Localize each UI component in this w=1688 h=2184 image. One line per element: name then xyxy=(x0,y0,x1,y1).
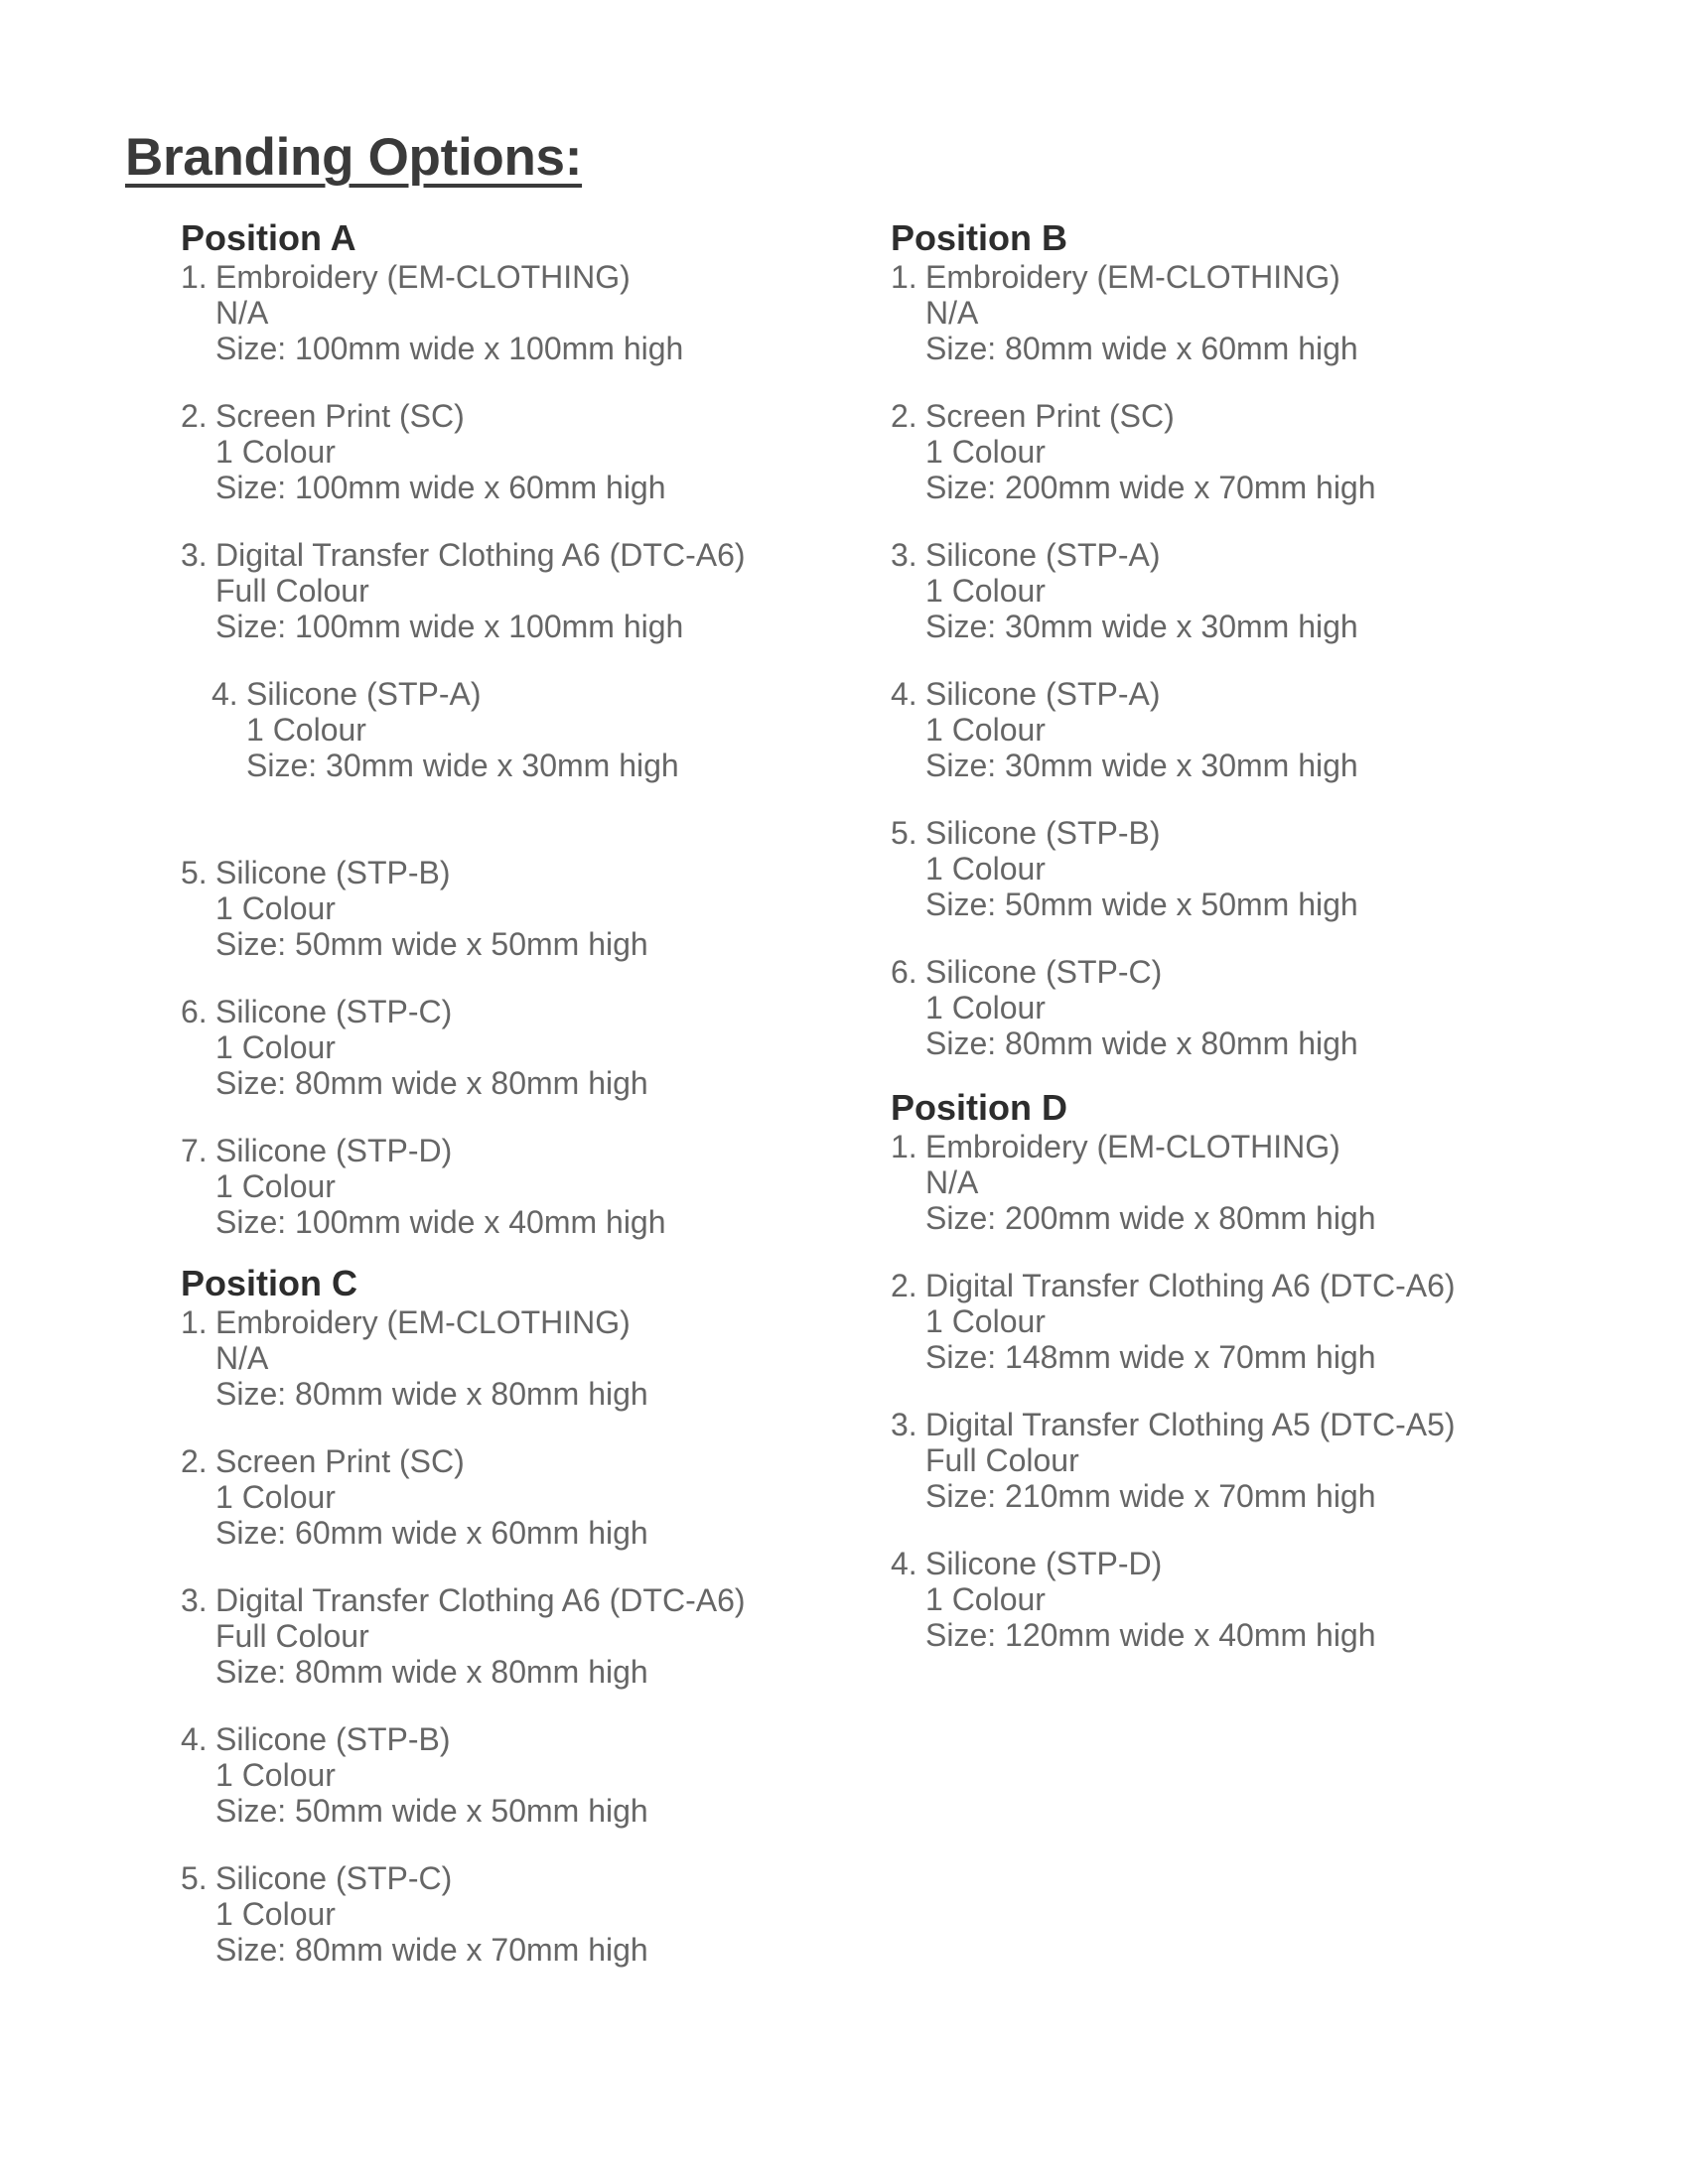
item-colour: 1 Colour xyxy=(925,434,1046,470)
item-number: 5. xyxy=(181,1860,208,1896)
item-colour: 1 Colour xyxy=(925,990,1046,1025)
item-number: 1. xyxy=(181,1304,208,1340)
item-colour: N/A xyxy=(215,295,269,331)
item-size: Size: 200mm wide x 70mm high xyxy=(925,470,1376,505)
list-item xyxy=(891,1546,1456,1653)
page-title: Branding Options: xyxy=(125,128,583,187)
item-name: Silicone (STP-D) xyxy=(925,1546,1163,1581)
item-name: Screen Print (SC) xyxy=(925,398,1175,434)
item-size: Size: 100mm wide x 100mm high xyxy=(215,609,684,644)
list-item xyxy=(181,537,746,644)
position-d-section xyxy=(891,1087,1456,1653)
item-name: Screen Print (SC) xyxy=(215,1443,465,1479)
item-colour: 1 Colour xyxy=(215,890,336,926)
item-number: 4. xyxy=(181,1721,208,1757)
list-item xyxy=(891,1407,1456,1514)
section-title: Position B xyxy=(891,217,1067,258)
item-number: 2. xyxy=(891,1268,917,1303)
item-name: Embroidery (EM-CLOTHING) xyxy=(215,259,631,295)
list-item xyxy=(181,259,746,366)
list-item xyxy=(891,1129,1456,1236)
item-colour: 1 Colour xyxy=(215,1479,336,1515)
item-colour: 1 Colour xyxy=(925,712,1046,748)
item-size: Size: 50mm wide x 50mm high xyxy=(925,887,1358,922)
list-item xyxy=(181,1133,746,1240)
item-name: Silicone (STP-A) xyxy=(246,676,482,712)
item-number: 2. xyxy=(181,398,208,434)
item-colour: 1 Colour xyxy=(215,1168,336,1204)
item-size: Size: 100mm wide x 40mm high xyxy=(215,1204,666,1240)
item-number: 6. xyxy=(891,954,917,990)
item-name: Digital Transfer Clothing A6 (DTC-A6) xyxy=(925,1268,1456,1303)
item-colour: 1 Colour xyxy=(215,1757,336,1793)
item-colour: 1 Colour xyxy=(215,1029,336,1065)
list-item xyxy=(891,815,1376,922)
item-size: Size: 210mm wide x 70mm high xyxy=(925,1478,1376,1514)
item-colour: 1 Colour xyxy=(925,1581,1046,1617)
item-colour: N/A xyxy=(215,1340,269,1376)
item-colour: 1 Colour xyxy=(925,851,1046,887)
item-size: Size: 100mm wide x 60mm high xyxy=(215,470,666,505)
item-colour: Full Colour xyxy=(925,1442,1079,1478)
item-colour: 1 Colour xyxy=(215,1896,336,1932)
item-size: Size: 30mm wide x 30mm high xyxy=(925,748,1358,783)
item-size: Size: 80mm wide x 60mm high xyxy=(925,331,1358,366)
list-item xyxy=(181,994,746,1101)
item-number: 2. xyxy=(891,398,917,434)
item-number: 4. xyxy=(891,1546,917,1581)
list-item xyxy=(181,1721,746,1829)
item-colour: 1 Colour xyxy=(925,573,1046,609)
item-size: Size: 30mm wide x 30mm high xyxy=(925,609,1358,644)
item-number: 3. xyxy=(891,537,917,573)
item-number: 2. xyxy=(181,1443,208,1479)
item-name: Digital Transfer Clothing A6 (DTC-A6) xyxy=(215,537,746,573)
item-size: Size: 80mm wide x 80mm high xyxy=(925,1025,1358,1061)
list-item xyxy=(891,676,1376,783)
list-item xyxy=(891,537,1376,644)
item-number: 6. xyxy=(181,994,208,1029)
item-number: 1. xyxy=(891,1129,917,1164)
list-item xyxy=(891,954,1376,1061)
item-name: Silicone (STP-C) xyxy=(215,994,453,1029)
item-name: Embroidery (EM-CLOTHING) xyxy=(215,1304,631,1340)
item-number: 3. xyxy=(181,1582,208,1618)
list-item xyxy=(211,676,746,783)
item-name: Silicone (STP-B) xyxy=(925,815,1161,851)
section-title: Position A xyxy=(181,217,356,258)
item-name: Silicone (STP-A) xyxy=(925,537,1161,573)
item-size: Size: 80mm wide x 80mm high xyxy=(215,1376,648,1412)
item-colour: 1 Colour xyxy=(215,434,336,470)
item-number: 3. xyxy=(891,1407,917,1442)
item-name: Screen Print (SC) xyxy=(215,398,465,434)
list-item xyxy=(891,259,1376,366)
item-size: Size: 50mm wide x 50mm high xyxy=(215,926,648,962)
item-name: Embroidery (EM-CLOTHING) xyxy=(925,259,1340,295)
item-name: Digital Transfer Clothing A6 (DTC-A6) xyxy=(215,1582,746,1618)
item-size: Size: 50mm wide x 50mm high xyxy=(215,1793,648,1829)
item-name: Silicone (STP-C) xyxy=(925,954,1163,990)
item-size: Size: 30mm wide x 30mm high xyxy=(246,748,679,783)
item-colour: Full Colour xyxy=(215,573,369,609)
section-title: Position C xyxy=(181,1263,357,1303)
item-name: Silicone (STP-B) xyxy=(215,1721,451,1757)
item-colour: N/A xyxy=(925,1164,979,1200)
item-number: 4. xyxy=(891,676,917,712)
item-number: 4. xyxy=(211,676,238,712)
item-name: Digital Transfer Clothing A5 (DTC-A5) xyxy=(925,1407,1456,1442)
item-size: Size: 148mm wide x 70mm high xyxy=(925,1339,1376,1375)
item-name: Embroidery (EM-CLOTHING) xyxy=(925,1129,1340,1164)
item-colour: N/A xyxy=(925,295,979,331)
item-colour: 1 Colour xyxy=(246,712,366,748)
position-a-section xyxy=(181,217,746,1240)
item-size: Size: 120mm wide x 40mm high xyxy=(925,1617,1376,1653)
item-number: 1. xyxy=(891,259,917,295)
item-colour: Full Colour xyxy=(215,1618,369,1654)
item-name: Silicone (STP-C) xyxy=(215,1860,453,1896)
item-size: Size: 60mm wide x 60mm high xyxy=(215,1515,648,1551)
item-size: Size: 80mm wide x 80mm high xyxy=(215,1654,648,1690)
item-size: Size: 80mm wide x 70mm high xyxy=(215,1932,648,1968)
item-colour: 1 Colour xyxy=(925,1303,1046,1339)
position-b-section xyxy=(891,217,1376,1061)
position-c-section xyxy=(181,1263,746,1968)
item-number: 5. xyxy=(181,855,208,890)
section-title: Position D xyxy=(891,1087,1067,1128)
item-size: Size: 200mm wide x 80mm high xyxy=(925,1200,1376,1236)
item-number: 3. xyxy=(181,537,208,573)
item-name: Silicone (STP-D) xyxy=(215,1133,453,1168)
list-item xyxy=(181,1582,746,1690)
list-item xyxy=(181,855,746,962)
item-name: Silicone (STP-B) xyxy=(215,855,451,890)
item-name: Silicone (STP-A) xyxy=(925,676,1161,712)
item-number: 7. xyxy=(181,1133,208,1168)
item-number: 5. xyxy=(891,815,917,851)
list-item xyxy=(181,1304,746,1412)
list-item xyxy=(891,398,1376,505)
list-item xyxy=(181,398,746,505)
item-size: Size: 100mm wide x 100mm high xyxy=(215,331,684,366)
item-number: 1. xyxy=(181,259,208,295)
item-size: Size: 80mm wide x 80mm high xyxy=(215,1065,648,1101)
list-item xyxy=(181,1443,746,1551)
list-item xyxy=(181,1860,746,1968)
list-item xyxy=(891,1268,1456,1375)
